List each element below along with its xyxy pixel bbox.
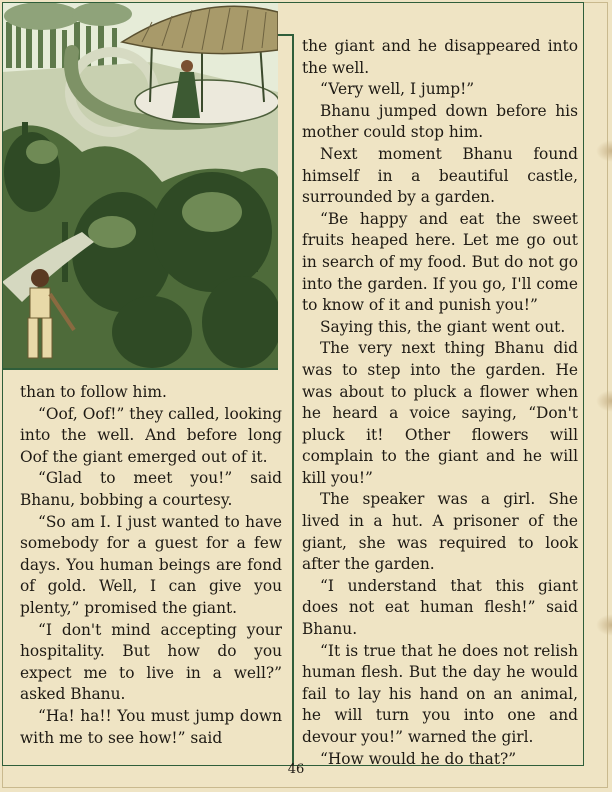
column-divider (292, 34, 294, 766)
paragraph: The speaker was a girl. She lived in a hut. A prisoner of the giant, she was required to look after the garden. (302, 490, 578, 574)
paragraph: “It is true that he does not relish human flesh. But the day he would fail to lay his hand on an animal, he will turn you into one and devour you!” warned the girl. (302, 641, 578, 746)
paragraph: The very next thing Bhanu did was to step into the garden. He was about to pluck a flower when he heard a voice saying, “Don't pluck it! Other flowers will complain to the giant and he will kill you!” (302, 339, 578, 487)
paragraph: than to follow him. (20, 383, 167, 401)
paragraph: Bhanu jumped down before his mother could stop him. (302, 101, 578, 142)
paragraph: “Be happy and eat the sweet fruits heaped here. Let me go out in search of my food. But do not go into the garden. If you go, I'll come to know of it and punish you!” (302, 209, 578, 315)
paragraph: the giant and he disappeared into the well. (302, 37, 578, 77)
paragraph: “Ha! ha!! You must jump down with me to see how!” said (20, 706, 282, 747)
binding-hole-mark (596, 390, 612, 412)
paragraph: “Very well, I jump!” (320, 80, 475, 99)
paragraph: “Glad to meet you!” said Bhanu, bobbing a courtesy. (20, 469, 282, 509)
paragraph: Next moment Bhanu found himself in a beautiful castle, surrounded by a garden. (302, 144, 578, 207)
paragraph: “I don't mind accepting your hospitality. But how do you expect me to live in a well?” asked Bhanu. (20, 620, 282, 704)
paragraph: “I understand that this giant does not eat human flesh!” said Bhanu. (302, 576, 578, 639)
paragraph: “So am I. I just wanted to have somebody for a guest for a few days. You human beings are fond of gold. Well, I can give you plenty,” promised the giant. (20, 512, 282, 617)
binding-hole-mark (596, 140, 612, 162)
page-number: 46 (287, 762, 305, 777)
illustration-garden-hut (2, 2, 278, 368)
right-text-column (302, 36, 578, 770)
illustration-bottom-rule (2, 368, 278, 370)
hut-platform (135, 80, 278, 124)
left-text-column (20, 382, 282, 749)
paragraph: “How would he do that?” (320, 749, 517, 768)
paragraph: “Oof, Oof!” they called, looking into the well. And before long Oof the giant emerged out of it. (20, 404, 282, 466)
column-divider-top (278, 34, 294, 36)
paragraph: Saying this, the giant went out. (320, 317, 566, 336)
binding-hole-mark (596, 614, 612, 636)
illustration-svg (2, 2, 278, 368)
